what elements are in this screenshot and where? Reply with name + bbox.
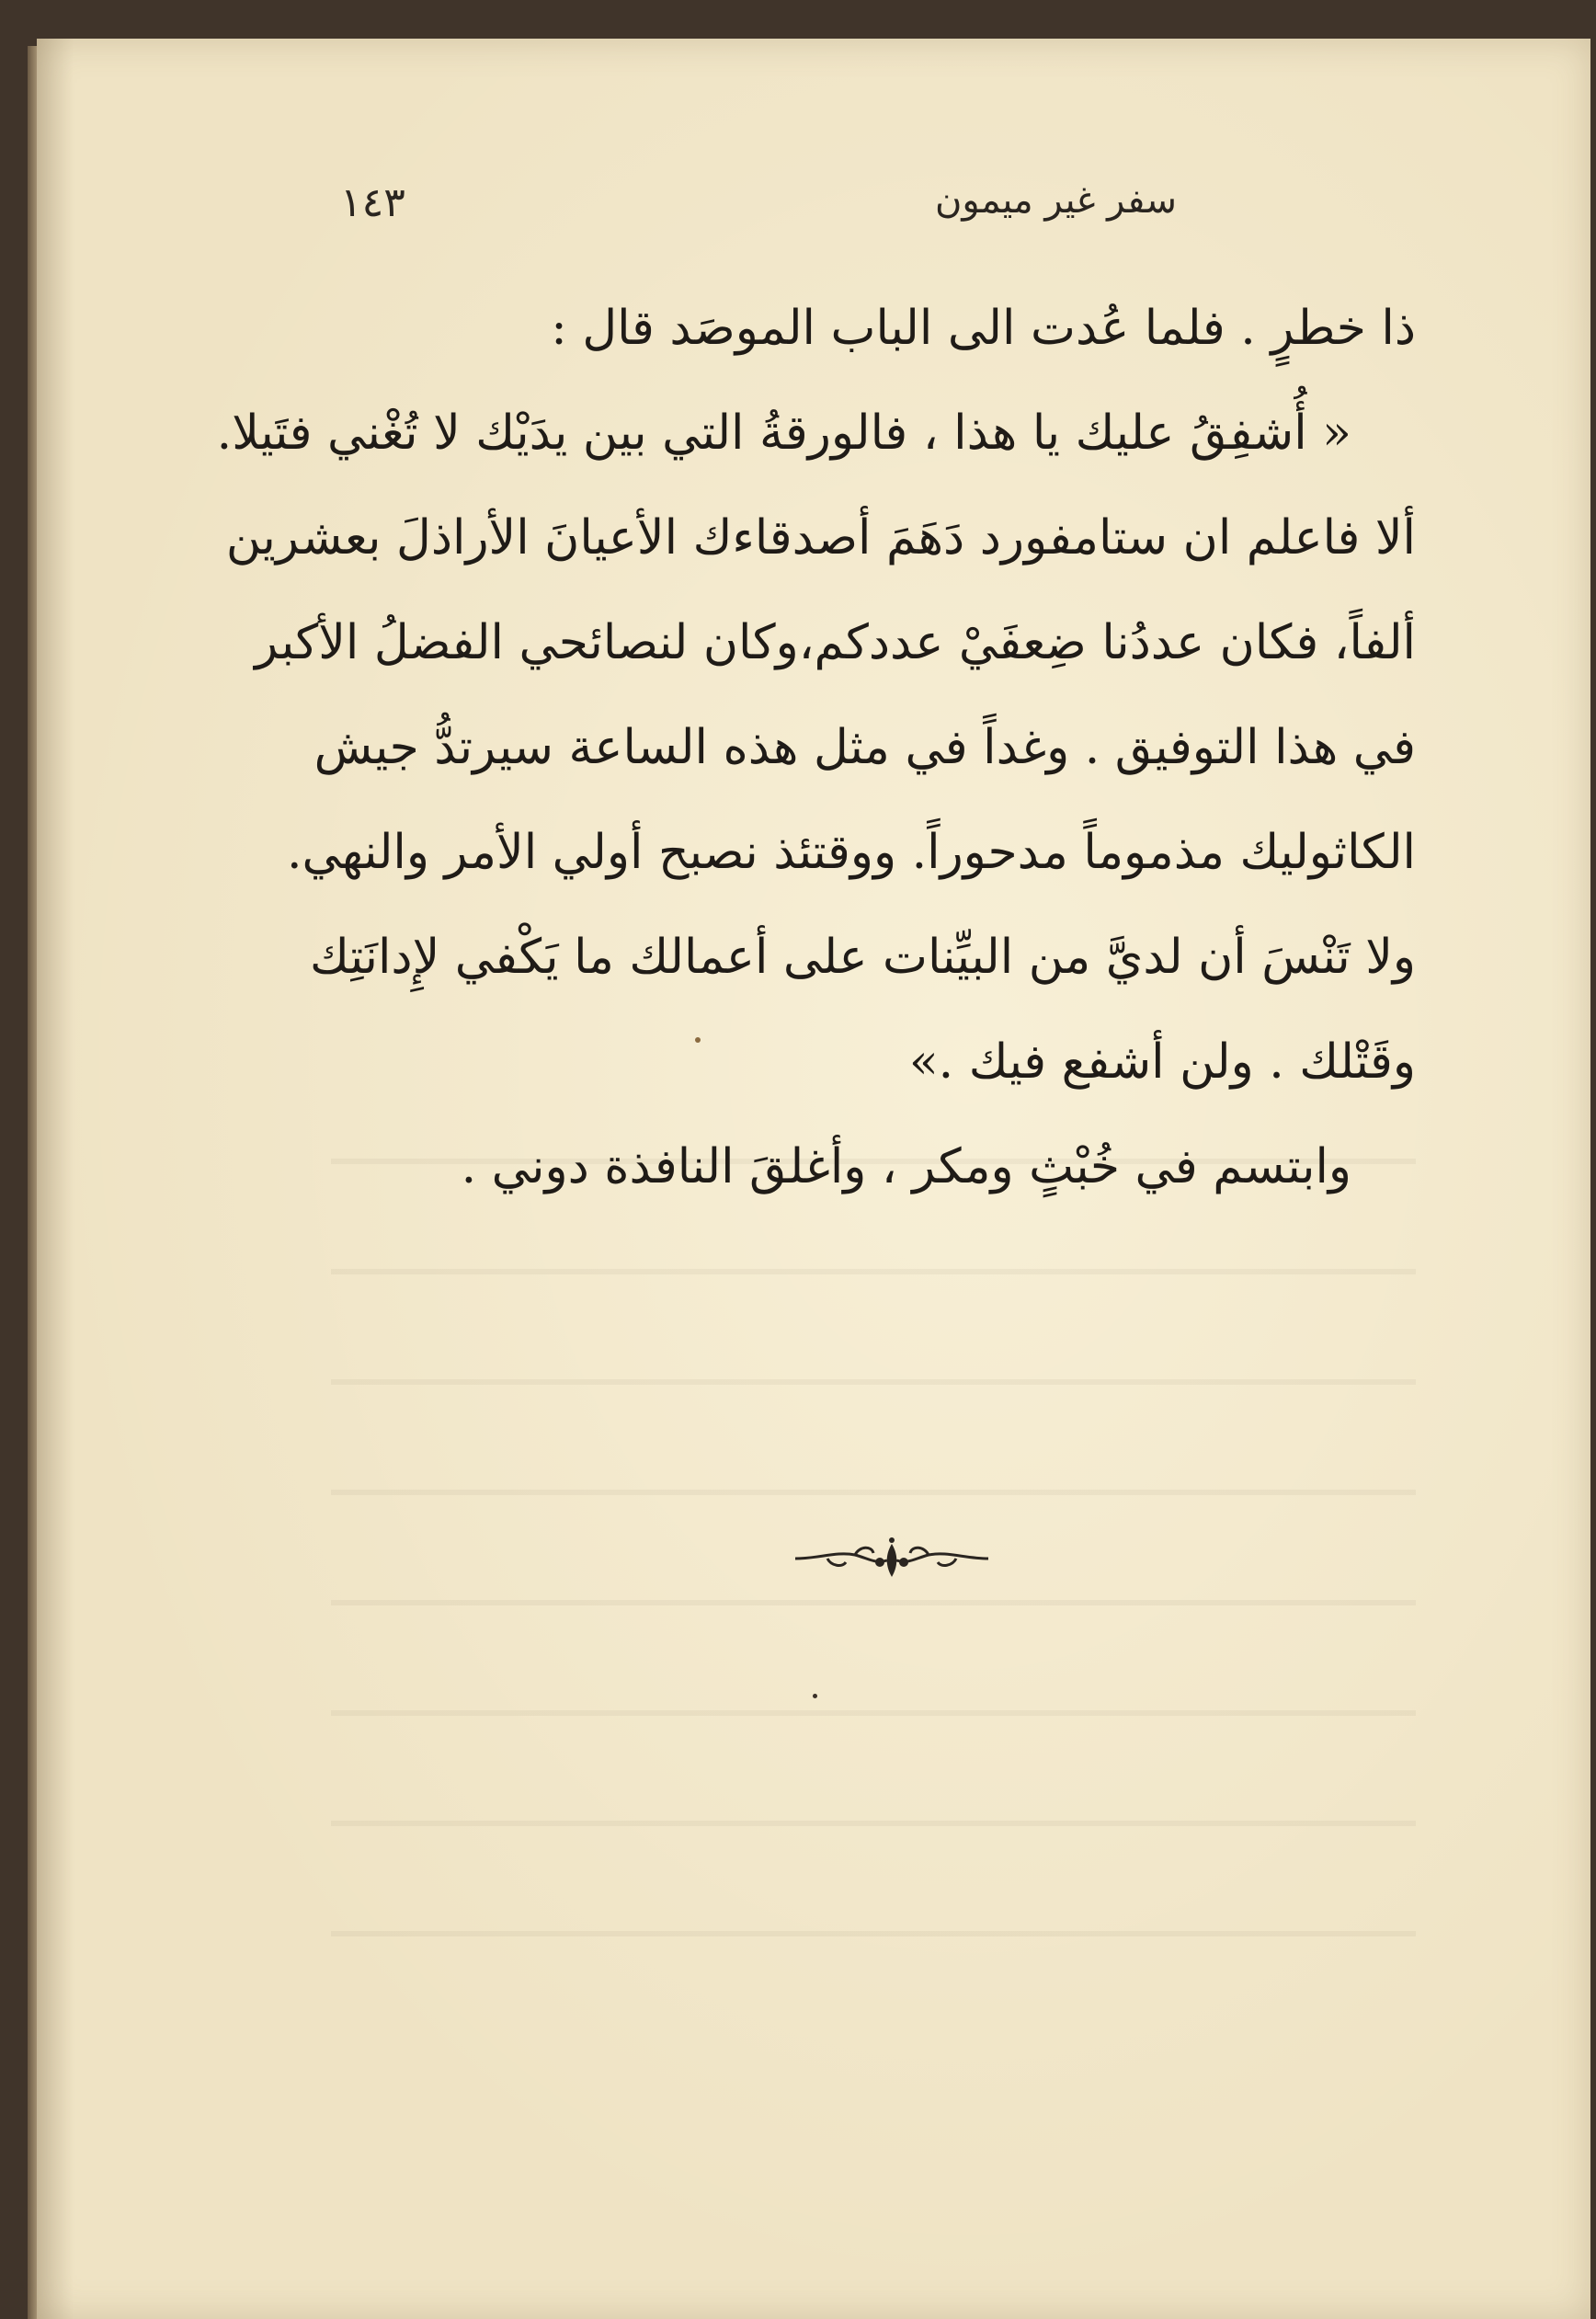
ink-speck [813, 1694, 817, 1698]
ink-speck [695, 1037, 701, 1043]
body-text [216, 276, 1416, 1219]
running-title: سفر غير ميمون [935, 179, 1177, 222]
text-line: ولا تَنْسَ أن لديَّ من البيِّنات على أعمالك ما يَكْفي لإِدانَتِك [309, 930, 1416, 985]
text-line: ألفاً، فكان عددُنا ضِعفَيْ عددكم،وكان لنصائحي الفضلُ الأكبر [255, 615, 1416, 670]
text-line: في هذا التوفيق . وغداً في مثل هذه الساعة سيرتدُّ جيش [314, 720, 1416, 775]
text-line: الكاثوليك مذموماً مدحوراً. ووقتئذ نصبح أولي الأمر والنهي. [287, 825, 1416, 880]
page-number: ١٤٣ [340, 179, 405, 226]
text-line: وقَتْلك . ولن أشفع فيك .» [908, 1034, 1416, 1090]
text-line: وابتسم في خُبْثٍ ومكر ، وأغلقَ النافذة دوني . [461, 1139, 1351, 1194]
text-line: ألا فاعلم ان ستامفورد دَهَمَ أصدقاءك الأعيانَ الأراذلَ بعشرين [225, 510, 1416, 565]
ornamental-divider-icon [791, 1531, 993, 1586]
page-header [340, 179, 1407, 244]
text-line: « أُشفِقُ عليك يا هذا ، فالورقةُ التي بين يدَيْك لا تُغْني فتَيلا. [216, 406, 1351, 461]
text-line: ذا خطرٍ . فلما عُدت الى الباب الموصَد قال : [551, 301, 1416, 356]
